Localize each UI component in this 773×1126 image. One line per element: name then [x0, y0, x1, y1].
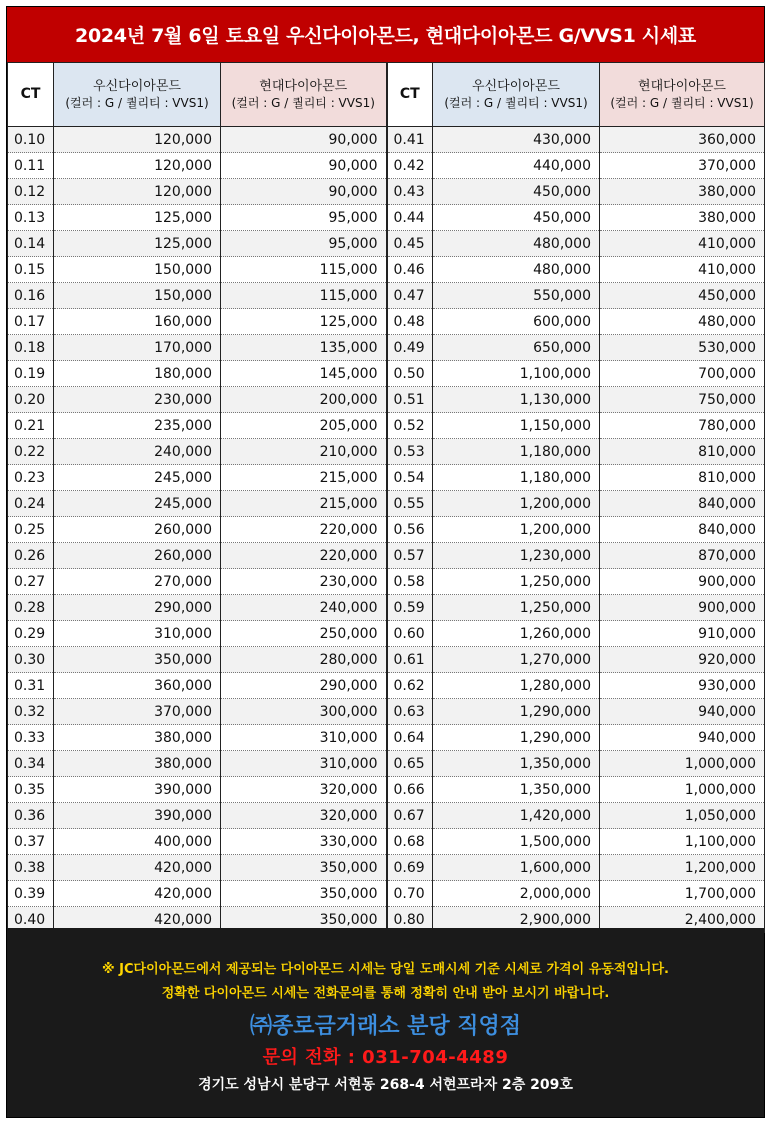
header-wooshin-spec: (컬러 : G / 퀄리티 : VVS1) — [444, 95, 588, 110]
hyundai-price-cell: 840,000 — [600, 491, 765, 517]
table-row — [8, 725, 765, 751]
wooshin-price-cell: 120,000 — [54, 179, 221, 205]
hyundai-price-cell: 115,000 — [221, 283, 387, 309]
ct-cell: 0.59 — [387, 595, 433, 621]
hyundai-price-cell: 380,000 — [600, 205, 765, 231]
header-hyundai-name: 현대다이아몬드 — [259, 78, 348, 94]
column-header-hyundai-right — [600, 63, 765, 127]
wooshin-price-cell: 1,290,000 — [433, 725, 600, 751]
wooshin-price-cell: 420,000 — [54, 855, 221, 881]
table-row — [8, 673, 765, 699]
hyundai-price-cell: 1,050,000 — [600, 803, 765, 829]
table-row — [8, 777, 765, 803]
table-row — [8, 621, 765, 647]
hyundai-price-cell: 90,000 — [221, 179, 387, 205]
table-row — [8, 803, 765, 829]
ct-cell: 0.41 — [387, 127, 433, 153]
wooshin-price-cell: 150,000 — [54, 283, 221, 309]
address: 경기도 성남시 분당구 서현동 268-4 서현프라자 2층 209호 — [198, 1077, 573, 1093]
ct-cell: 0.53 — [387, 439, 433, 465]
column-header-wooshin-left — [54, 63, 221, 127]
ct-cell: 0.18 — [8, 335, 54, 361]
hyundai-price-cell: 330,000 — [221, 829, 387, 855]
ct-cell: 0.62 — [387, 673, 433, 699]
ct-cell: 0.54 — [387, 465, 433, 491]
table-row — [8, 127, 765, 153]
wooshin-price-cell: 1,270,000 — [433, 647, 600, 673]
wooshin-price-cell: 1,130,000 — [433, 387, 600, 413]
table-row — [8, 153, 765, 179]
table-row — [8, 335, 765, 361]
header-wooshin-name: 우신다이아몬드 — [93, 78, 181, 94]
ct-cell: 0.15 — [8, 257, 54, 283]
wooshin-price-cell: 1,280,000 — [433, 673, 600, 699]
hyundai-price-cell: 940,000 — [600, 699, 765, 725]
hyundai-price-cell: 200,000 — [221, 387, 387, 413]
header-hyundai-name: 현대다이아몬드 — [638, 78, 726, 94]
table-row — [8, 465, 765, 491]
table-row — [8, 205, 765, 231]
hyundai-price-cell: 780,000 — [600, 413, 765, 439]
hyundai-price-cell: 530,000 — [600, 335, 765, 361]
table-header-row — [8, 63, 765, 127]
table-row — [8, 881, 765, 907]
wooshin-price-cell: 440,000 — [433, 153, 600, 179]
hyundai-price-cell: 125,000 — [221, 309, 387, 335]
wooshin-price-cell: 290,000 — [54, 595, 221, 621]
hyundai-price-cell: 370,000 — [600, 153, 765, 179]
wooshin-price-cell: 120,000 — [54, 127, 221, 153]
wooshin-price-cell: 1,500,000 — [433, 829, 600, 855]
hyundai-price-cell: 900,000 — [600, 595, 765, 621]
table-row — [8, 751, 765, 777]
ct-cell: 0.69 — [387, 855, 433, 881]
table-row — [8, 595, 765, 621]
wooshin-price-cell: 125,000 — [54, 205, 221, 231]
ct-cell: 0.42 — [387, 153, 433, 179]
ct-cell: 0.30 — [8, 647, 54, 673]
column-header-ct-left: CT — [8, 63, 54, 127]
wooshin-price-cell: 2,900,000 — [433, 907, 600, 933]
wooshin-price-cell: 1,200,000 — [433, 491, 600, 517]
header-hyundai-spec: (컬러 : G / 퀄리티 : VVS1) — [610, 95, 754, 110]
hyundai-price-cell: 320,000 — [221, 803, 387, 829]
wooshin-price-cell: 170,000 — [54, 335, 221, 361]
ct-cell: 0.17 — [8, 309, 54, 335]
hyundai-price-cell: 290,000 — [221, 673, 387, 699]
ct-cell: 0.35 — [8, 777, 54, 803]
header-hyundai-spec: (컬러 : G / 퀄리티 : VVS1) — [231, 95, 375, 110]
wooshin-price-cell: 260,000 — [54, 543, 221, 569]
table-row — [8, 855, 765, 881]
ct-cell: 0.55 — [387, 491, 433, 517]
hyundai-price-cell: 300,000 — [221, 699, 387, 725]
wooshin-price-cell: 180,000 — [54, 361, 221, 387]
wooshin-price-cell: 360,000 — [54, 673, 221, 699]
ct-cell: 0.32 — [8, 699, 54, 725]
hyundai-price-cell: 210,000 — [221, 439, 387, 465]
wooshin-price-cell: 1,180,000 — [433, 465, 600, 491]
table-row — [8, 543, 765, 569]
hyundai-price-cell: 320,000 — [221, 777, 387, 803]
wooshin-price-cell: 480,000 — [433, 231, 600, 257]
ct-cell: 0.67 — [387, 803, 433, 829]
hyundai-price-cell: 240,000 — [221, 595, 387, 621]
wooshin-price-cell: 600,000 — [433, 309, 600, 335]
wooshin-price-cell: 550,000 — [433, 283, 600, 309]
wooshin-price-cell: 450,000 — [433, 179, 600, 205]
ct-cell: 0.56 — [387, 517, 433, 543]
wooshin-price-cell: 650,000 — [433, 335, 600, 361]
ct-cell: 0.58 — [387, 569, 433, 595]
table-row — [8, 439, 765, 465]
ct-cell: 0.29 — [8, 621, 54, 647]
ct-cell: 0.33 — [8, 725, 54, 751]
wooshin-price-cell: 1,420,000 — [433, 803, 600, 829]
ct-cell: 0.65 — [387, 751, 433, 777]
hyundai-price-cell: 145,000 — [221, 361, 387, 387]
wooshin-price-cell: 390,000 — [54, 803, 221, 829]
hyundai-price-cell: 360,000 — [600, 127, 765, 153]
table-row — [8, 699, 765, 725]
wooshin-price-cell: 1,350,000 — [433, 777, 600, 803]
hyundai-price-cell: 1,100,000 — [600, 829, 765, 855]
ct-cell: 0.50 — [387, 361, 433, 387]
ct-cell: 0.25 — [8, 517, 54, 543]
wooshin-price-cell: 1,100,000 — [433, 361, 600, 387]
wooshin-price-cell: 380,000 — [54, 751, 221, 777]
header-wooshin-spec: (컬러 : G / 퀄리티 : VVS1) — [65, 95, 209, 110]
ct-cell: 0.63 — [387, 699, 433, 725]
hyundai-price-cell: 135,000 — [221, 335, 387, 361]
table-row — [8, 517, 765, 543]
ct-cell: 0.31 — [8, 673, 54, 699]
table-row — [8, 569, 765, 595]
ct-cell: 0.13 — [8, 205, 54, 231]
ct-cell: 0.70 — [387, 881, 433, 907]
price-table — [7, 62, 765, 933]
ct-cell: 0.61 — [387, 647, 433, 673]
hyundai-price-cell: 220,000 — [221, 517, 387, 543]
ct-cell: 0.80 — [387, 907, 433, 933]
ct-cell: 0.49 — [387, 335, 433, 361]
hyundai-price-cell: 410,000 — [600, 257, 765, 283]
wooshin-price-cell: 1,350,000 — [433, 751, 600, 777]
hyundai-price-cell: 350,000 — [221, 907, 387, 933]
table-row — [8, 413, 765, 439]
hyundai-price-cell: 230,000 — [221, 569, 387, 595]
wooshin-price-cell: 390,000 — [54, 777, 221, 803]
table-row — [8, 179, 765, 205]
hyundai-price-cell: 380,000 — [600, 179, 765, 205]
hyundai-price-cell: 930,000 — [600, 673, 765, 699]
hyundai-price-cell: 940,000 — [600, 725, 765, 751]
ct-cell: 0.28 — [8, 595, 54, 621]
ct-cell: 0.60 — [387, 621, 433, 647]
hyundai-price-cell: 910,000 — [600, 621, 765, 647]
wooshin-price-cell: 125,000 — [54, 231, 221, 257]
wooshin-price-cell: 2,000,000 — [433, 881, 600, 907]
table-row — [8, 283, 765, 309]
table-row — [8, 647, 765, 673]
hyundai-price-cell: 205,000 — [221, 413, 387, 439]
ct-cell: 0.16 — [8, 283, 54, 309]
hyundai-price-cell: 1,000,000 — [600, 777, 765, 803]
table-row — [8, 829, 765, 855]
hyundai-price-cell: 95,000 — [221, 205, 387, 231]
price-rows — [8, 127, 765, 933]
hyundai-price-cell: 1,000,000 — [600, 751, 765, 777]
company-name: ㈜종로금거래소 분당 직영점 — [249, 1014, 522, 1039]
ct-cell: 0.57 — [387, 543, 433, 569]
column-header-ct-right: CT — [387, 63, 433, 127]
ct-cell: 0.47 — [387, 283, 433, 309]
column-header-wooshin-right — [433, 63, 600, 127]
table-row — [8, 361, 765, 387]
notice-line-2: 정확한 다이아몬드 시세는 전화문의를 통해 정확히 안내 받아 보시기 바랍니다. — [161, 986, 610, 1001]
wooshin-price-cell: 235,000 — [54, 413, 221, 439]
page-title: 2024년 7월 6일 토요일 우신다이아몬드, 현대다이아몬드 G/VVS1 시세표 — [7, 7, 764, 62]
ct-cell: 0.19 — [8, 361, 54, 387]
ct-cell: 0.20 — [8, 387, 54, 413]
hyundai-price-cell: 310,000 — [221, 751, 387, 777]
ct-cell: 0.26 — [8, 543, 54, 569]
table-row — [8, 257, 765, 283]
column-header-hyundai-left — [221, 63, 387, 127]
wooshin-price-cell: 1,180,000 — [433, 439, 600, 465]
ct-cell: 0.43 — [387, 179, 433, 205]
wooshin-price-cell: 240,000 — [54, 439, 221, 465]
wooshin-price-cell: 245,000 — [54, 491, 221, 517]
table-row — [8, 309, 765, 335]
wooshin-price-cell: 400,000 — [54, 829, 221, 855]
wooshin-price-cell: 420,000 — [54, 881, 221, 907]
ct-cell: 0.45 — [387, 231, 433, 257]
hyundai-price-cell: 215,000 — [221, 465, 387, 491]
hyundai-price-cell: 350,000 — [221, 881, 387, 907]
hyundai-price-cell: 450,000 — [600, 283, 765, 309]
wooshin-price-cell: 245,000 — [54, 465, 221, 491]
ct-cell: 0.37 — [8, 829, 54, 855]
ct-cell: 0.14 — [8, 231, 54, 257]
ct-cell: 0.11 — [8, 153, 54, 179]
ct-cell: 0.68 — [387, 829, 433, 855]
ct-cell: 0.22 — [8, 439, 54, 465]
wooshin-price-cell: 420,000 — [54, 907, 221, 933]
price-sheet — [6, 6, 765, 1118]
ct-cell: 0.21 — [8, 413, 54, 439]
hyundai-price-cell: 750,000 — [600, 387, 765, 413]
ct-cell: 0.34 — [8, 751, 54, 777]
ct-cell: 0.51 — [387, 387, 433, 413]
hyundai-price-cell: 870,000 — [600, 543, 765, 569]
hyundai-price-cell: 2,400,000 — [600, 907, 765, 933]
hyundai-price-cell: 480,000 — [600, 309, 765, 335]
hyundai-price-cell: 810,000 — [600, 439, 765, 465]
wooshin-price-cell: 430,000 — [433, 127, 600, 153]
footer — [7, 928, 764, 1117]
ct-cell: 0.10 — [8, 127, 54, 153]
wooshin-price-cell: 310,000 — [54, 621, 221, 647]
wooshin-price-cell: 1,200,000 — [433, 517, 600, 543]
wooshin-price-cell: 270,000 — [54, 569, 221, 595]
hyundai-price-cell: 900,000 — [600, 569, 765, 595]
hyundai-price-cell: 90,000 — [221, 127, 387, 153]
wooshin-price-cell: 350,000 — [54, 647, 221, 673]
ct-cell: 0.38 — [8, 855, 54, 881]
hyundai-price-cell: 115,000 — [221, 257, 387, 283]
table-row — [8, 491, 765, 517]
wooshin-price-cell: 230,000 — [54, 387, 221, 413]
ct-cell: 0.46 — [387, 257, 433, 283]
ct-cell: 0.66 — [387, 777, 433, 803]
ct-cell: 0.27 — [8, 569, 54, 595]
hyundai-price-cell: 1,200,000 — [600, 855, 765, 881]
wooshin-price-cell: 1,150,000 — [433, 413, 600, 439]
phone-number: 문의 전화 : 031-704-4489 — [262, 1047, 509, 1068]
table-row — [8, 387, 765, 413]
hyundai-price-cell: 220,000 — [221, 543, 387, 569]
hyundai-price-cell: 90,000 — [221, 153, 387, 179]
ct-cell: 0.12 — [8, 179, 54, 205]
wooshin-price-cell: 370,000 — [54, 699, 221, 725]
wooshin-price-cell: 1,230,000 — [433, 543, 600, 569]
hyundai-price-cell: 215,000 — [221, 491, 387, 517]
hyundai-price-cell: 250,000 — [221, 621, 387, 647]
notice-line-1: ※ JC다이아몬드에서 제공되는 다이아몬드 시세는 당일 도매시세 기준 시세로 가격이 유동적입니다. — [102, 962, 669, 977]
wooshin-price-cell: 1,260,000 — [433, 621, 600, 647]
hyundai-price-cell: 810,000 — [600, 465, 765, 491]
wooshin-price-cell: 160,000 — [54, 309, 221, 335]
wooshin-price-cell: 450,000 — [433, 205, 600, 231]
table-row — [8, 231, 765, 257]
ct-cell: 0.39 — [8, 881, 54, 907]
hyundai-price-cell: 410,000 — [600, 231, 765, 257]
wooshin-price-cell: 480,000 — [433, 257, 600, 283]
wooshin-price-cell: 1,250,000 — [433, 569, 600, 595]
hyundai-price-cell: 1,700,000 — [600, 881, 765, 907]
header-wooshin-name: 우신다이아몬드 — [472, 78, 560, 94]
hyundai-price-cell: 350,000 — [221, 855, 387, 881]
ct-cell: 0.36 — [8, 803, 54, 829]
ct-cell: 0.23 — [8, 465, 54, 491]
wooshin-price-cell: 120,000 — [54, 153, 221, 179]
hyundai-price-cell: 700,000 — [600, 361, 765, 387]
wooshin-price-cell: 260,000 — [54, 517, 221, 543]
wooshin-price-cell: 380,000 — [54, 725, 221, 751]
ct-cell: 0.44 — [387, 205, 433, 231]
wooshin-price-cell: 150,000 — [54, 257, 221, 283]
ct-cell: 0.24 — [8, 491, 54, 517]
ct-cell: 0.48 — [387, 309, 433, 335]
hyundai-price-cell: 840,000 — [600, 517, 765, 543]
ct-cell: 0.52 — [387, 413, 433, 439]
wooshin-price-cell: 1,290,000 — [433, 699, 600, 725]
wooshin-price-cell: 1,250,000 — [433, 595, 600, 621]
ct-cell: 0.64 — [387, 725, 433, 751]
hyundai-price-cell: 280,000 — [221, 647, 387, 673]
hyundai-price-cell: 95,000 — [221, 231, 387, 257]
hyundai-price-cell: 310,000 — [221, 725, 387, 751]
ct-cell: 0.40 — [8, 907, 54, 933]
hyundai-price-cell: 920,000 — [600, 647, 765, 673]
wooshin-price-cell: 1,600,000 — [433, 855, 600, 881]
